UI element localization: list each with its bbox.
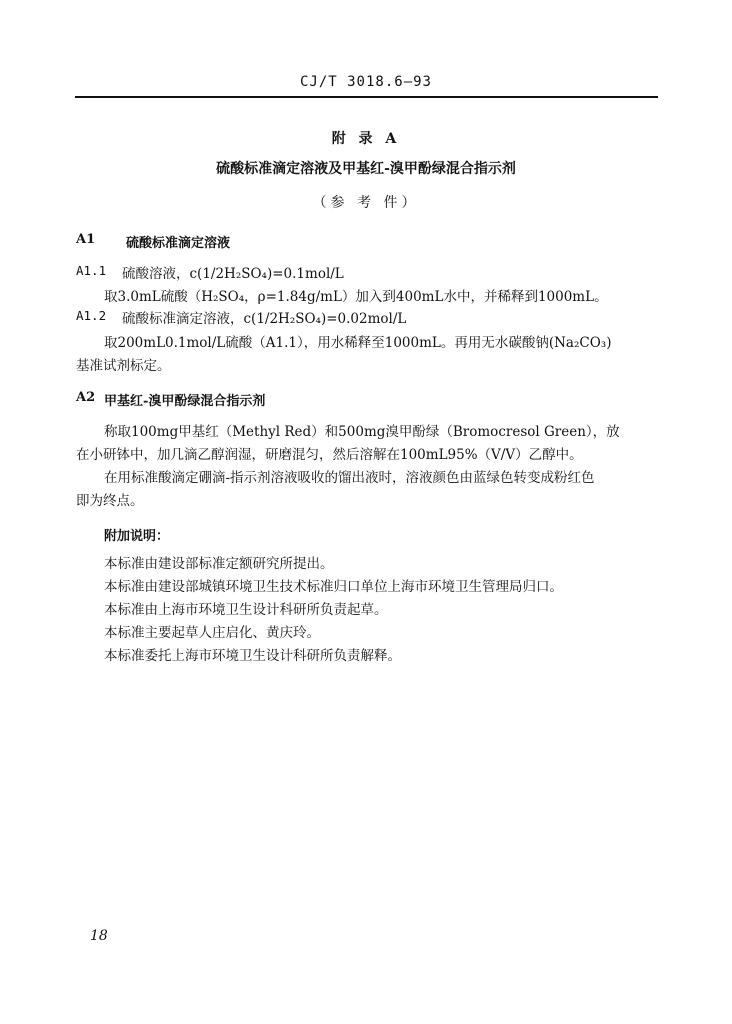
section-a2-line3: 在用标准酸滴定硼滴-指示剂溶液吸收的馏出液时，溶液颜色由蓝绿色转变成粉红色 bbox=[104, 470, 595, 486]
page-number: 18 bbox=[90, 928, 108, 944]
item-a1-2-text: 硫酸标准滴定溶液，c(1/2H₂SO₄)=0.02mol/L bbox=[122, 311, 407, 327]
section-a2-number: A2 bbox=[76, 390, 96, 405]
item-a1-1-number: A1.1 bbox=[76, 263, 107, 278]
item-a1-1-text: 硫酸溶液，c(1/2H₂SO₄)=0.1mol/L bbox=[122, 266, 344, 282]
item-a1-1-body: 取3.0mL硫酸（H₂SO₄，ρ=1.84g/mL）加入到400mL水中，并稀释到1000mL。 bbox=[104, 289, 608, 305]
note-item: 本标准由建设部标准定额研究所提出。 bbox=[104, 556, 334, 572]
annex-label: 附 录 A bbox=[331, 131, 401, 147]
item-a1-2-body-line2: 基准试剂标定。 bbox=[76, 358, 171, 374]
item-a1-2-number: A1.2 bbox=[76, 308, 107, 323]
section-a1-title: 硫酸标准滴定溶液 bbox=[126, 236, 231, 251]
section-a2-title: 甲基红-溴甲酚绿混合指示剂 bbox=[104, 394, 266, 409]
notes-heading: 附加说明： bbox=[104, 529, 170, 544]
note-item: 本标准主要起草人庄启化、黄庆玲。 bbox=[104, 625, 320, 641]
section-a1-number: A1 bbox=[76, 232, 96, 247]
header-rule bbox=[75, 96, 658, 98]
note-item: 本标准由建设部城镇环境卫生技术标准归口单位上海市环境卫生管理局归口。 bbox=[104, 579, 563, 595]
annex-reference: （参 考 件） bbox=[312, 195, 420, 211]
annex-title: 硫酸标准滴定溶液及甲基红-溴甲酚绿混合指示剂 bbox=[216, 161, 516, 177]
note-item: 本标准委托上海市环境卫生设计科研所负责解释。 bbox=[104, 648, 401, 664]
section-a2-line2: 在小研钵中，加几滴乙醇润湿，研磨混匀，然后溶解在100mL95%（V/V）乙醇中。 bbox=[76, 447, 583, 463]
section-a2-line4: 即为终点。 bbox=[76, 493, 144, 509]
item-a1-2-body-line1: 取200mL0.1mol/L硫酸（A1.1），用水稀释至1000mL。再用无水碳酸钠(Na₂CO₃) bbox=[104, 335, 612, 351]
standard-number: CJ/T 3018.6—93 bbox=[299, 74, 432, 90]
note-item: 本标准由上海市环境卫生设计科研所负责起草。 bbox=[104, 602, 388, 618]
section-a2-line1: 称取100mg甲基红（Methyl Red）和500mg溴甲酚绿（Bromocresol Green），放 bbox=[104, 424, 620, 440]
